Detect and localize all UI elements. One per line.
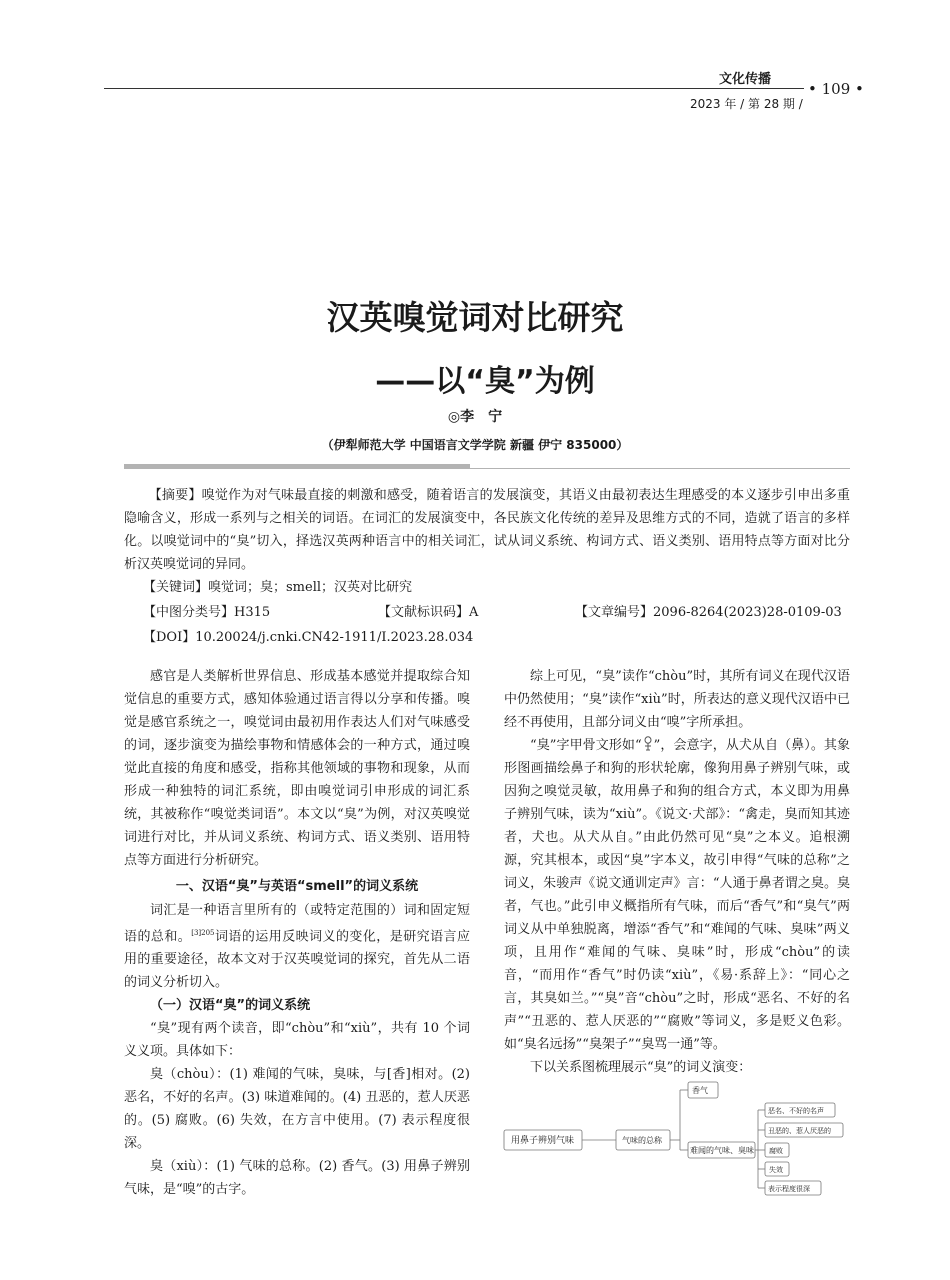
article-no-label: 【文章编号】 — [575, 605, 654, 620]
citation: [3]205 — [191, 929, 215, 937]
keywords-label: 【关键词】 — [143, 580, 209, 595]
level1-label: 气味的总称 — [622, 1136, 662, 1145]
clc-value: H315 — [234, 605, 271, 620]
keywords — [143, 576, 412, 599]
issue-info: 2023 年 / 第 28 期 / — [690, 97, 803, 111]
semantic-evolution-diagram — [500, 1080, 850, 1200]
paragraph: 臭（xiù）：(1) 气味的总称。(2) 香气。(3) 用鼻子辨别气味，是“嗅”的古字。 — [124, 1159, 470, 1198]
section-heading: 一、汉语“臭”与英语“smell”的词义系统 — [175, 879, 419, 894]
paragraph-text: “臭”字甲骨文形如“ — [530, 738, 642, 753]
abstract-label: 【摘要】 — [148, 488, 202, 503]
clc-label: 【中图分类号】 — [143, 605, 235, 620]
paragraph-text: 词汇是一种语言里所有的（或特定范围的）词和固定短语的总和。 — [124, 903, 470, 945]
subsection-heading: （一）汉语“臭”的词义系统 — [150, 998, 311, 1014]
doi — [143, 626, 473, 649]
affiliation: （伊犁师范大学 中国语言文学学院 新疆 伊宁 835000） — [321, 438, 629, 452]
title-rule-thick — [124, 464, 470, 469]
doc-code-label: 【文献标识码】 — [378, 605, 470, 620]
leaf-label: 丑恶的、惹人厌恶的 — [768, 1127, 831, 1135]
header-rule — [104, 88, 804, 89]
paragraph: “臭”现有两个读音，即“chòu”和“xiù”，共有 10 个词义义项。具体如下： — [124, 1021, 470, 1060]
leaf-label: 失效 — [769, 1166, 783, 1174]
abstract — [124, 484, 850, 576]
paragraph-text: 词语的运用反映词义的变化，是研究语言应用的重要途径，故本文对于汉英嗅觉词的探究，首先从二语的词义分析切入。 — [124, 929, 470, 991]
journal-name: 文化传播 — [719, 72, 772, 87]
leaf-label: 恶名、不好的名声 — [768, 1107, 824, 1115]
doc-code-value: A — [469, 605, 479, 620]
paragraph — [124, 899, 470, 994]
author: ◎李 宁 — [447, 409, 503, 425]
paragraph: 臭（chòu）：(1) 难闻的气味，臭味，与[香]相对。(2) 恶名，不好的名声。(3) 味道难闻的。(4) 丑恶的，惹人厌恶的。(5) 腐败。(6) 失效，在方言中使用。(7) 表示程度很深。 — [124, 1067, 470, 1152]
leaf-label: 腐败 — [769, 1147, 783, 1155]
article-no-value: 2096-8264(2023)28-0109-03 — [653, 605, 842, 620]
paragraph: 综上可见，“臭”读作“chòu”时，其所有词义在现代汉语中仍然使用；“臭”读作“xiù”时，所表达的意义现代汉语中已经不再使用，且部分词义由“嗅”字所承担。 — [504, 669, 850, 730]
abstract-text: 嗅觉作为对气味最直接的刺激和感受，随着语言的发展演变，其语义由最初表达生理感受的本义逐步引申出多重隐喻含义，形成一系列与之相关的词语。在词汇的发展演变中，各民族文化传统的差异及思维方式的不同，造就了语言的多样化。以嗅觉词中的“臭”切入，择选汉英两种语言中的相关词汇，试从词义系统、构词方式、语义类别、语用特点等方面对比分析汉英嗅觉词的异同。 — [124, 488, 850, 572]
keywords-text: 嗅觉词；臭；smell；汉英对比研究 — [208, 580, 413, 595]
right-column — [504, 665, 850, 1079]
page-number: • 109 • — [808, 80, 864, 98]
doi-label: 【DOI】 — [143, 630, 196, 645]
paragraph: 下以关系图梳理展示“臭”的词义演变： — [530, 1060, 752, 1075]
paragraph-text: ”，会意字，从犬从自（鼻）。其象形图画描绘鼻子和狗的形状轮廓，像狗用鼻子辨别气味，或因狗之嗅觉灵敏，故用鼻子和狗的组合方式，本义即为用鼻子辨别气味，读为“xiù”。《说文·犬部》：“禽走，臭而知其迹者，犬也。从犬从自。”由此仍然可见“臭”之本义。追根溯源，究其根本，或因“臭”字本义，故引申得“气味的总称”之词义，朱骏声《说文通训定声》言：“人通于鼻者谓之臭。臭者，气也。”此引申义概指所有气味，而后“香气”和“臭气”两词义从中单独脱离，增添“香气”和“难闻的气味、臭味”两义项，且用作“难闻的气味、臭味”时，形成“chòu”的读音，“而用作“香气”时仍读“xiù”，《易·系辞上》：“同心之言，其臭如兰。”“臭”音“chòu”之时，形成“恶名、不好的名声”“丑恶的、惹人厌恶的”“腐败”等词义，多是贬义色彩。如“臭名远扬”“臭架子”“臭骂一通”等。 — [504, 738, 850, 1052]
leaf-label: 表示程度很深 — [768, 1185, 810, 1193]
paper-title: 汉英嗅觉词对比研究 — [326, 298, 624, 337]
document-code — [378, 601, 478, 624]
paragraph — [504, 734, 850, 1056]
fragrance-label: 香气 — [692, 1086, 708, 1095]
paragraph: 感官是人类解析世界信息、形成基本感觉并提取综合知觉信息的重要方式，感知体验通过语言得以分享和传播。嗅觉是感官系统之一，嗅觉词由最初用作表达人们对气味感受的词，逐步演变为描绘事物和情感体会的一种方式，通过嗅觉此直接的角度和感受，指称其他领域的事物和现象，从而形成一种独特的词汇系统，即由嗅觉词引申形成的词汇系统，其被称作“嗅觉类词语”。本文以“臭”为例，对汉英嗅觉词进行对比，并从词义系统、构词方式、语义类别、语用特点等方面进行分析研究。 — [124, 669, 470, 868]
doi-value: 10.20024/j.cnki.CN42-1911/I.2023.28.034 — [195, 630, 474, 645]
clc-code — [143, 601, 270, 624]
root-label: 用鼻子辨别气味 — [511, 1136, 575, 1146]
oracle-bone-glyph-icon — [642, 736, 654, 752]
bad-smell-label: 难闻的气味、臭味 — [690, 1146, 754, 1155]
title-rule-thin — [470, 468, 850, 469]
left-column — [124, 665, 470, 1201]
article-number — [575, 601, 842, 624]
paper-subtitle: ——以“臭”为例 — [375, 364, 595, 399]
